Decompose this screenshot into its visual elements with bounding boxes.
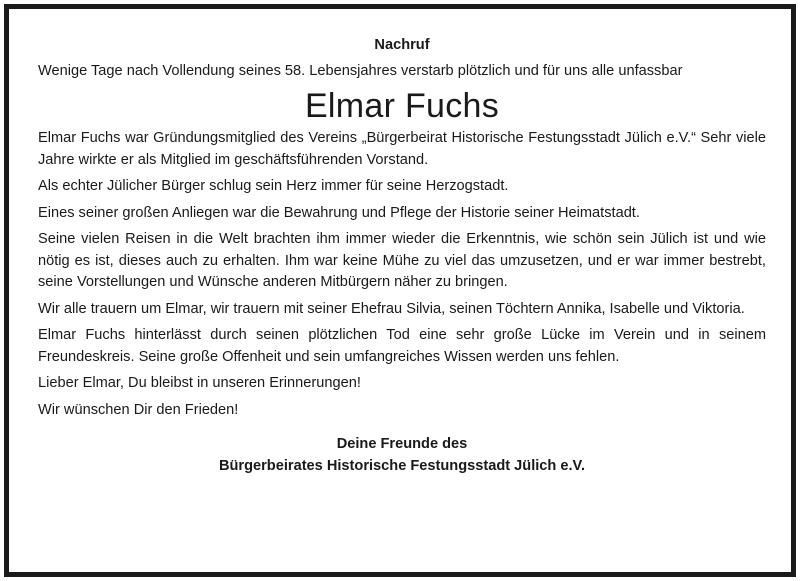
obituary-notice (4, 4, 796, 577)
paragraph-loss: Elmar Fuchs hinterlässt durch seinen plötzlichen Tod eine sehr große Lücke im Verein und in seinem Freundeskreis. Seine große Offenheit und sein umfangreiches Wissen werden uns fehlen. (38, 327, 766, 365)
notice-heading: Nachruf (374, 37, 430, 53)
paragraph-heart: Als echter Jülicher Bürger schlug sein Herz immer für seine Herzogstadt. (38, 178, 509, 194)
signature-line-1: Deine Freunde des (336, 436, 468, 452)
paragraph-history: Eines seiner großen Anliegen war die Bewahrung und Pflege der Historie seiner Heimatstadt. (38, 204, 640, 221)
signature-block (38, 433, 766, 477)
paragraph-founding: Elmar Fuchs war Gründungsmitglied des Vereins „Bürgerbeirat Historische Festungsstadt Jülich e.V.“ Sehr viele Jahre wirkte er als Mitglied im geschäftsführenden Vorstand. (38, 130, 766, 168)
intro-text: Wenige Tage nach Vollendung seines 58. Lebensjahres verstarb plötzlich und für uns alle unfassbar (38, 62, 683, 79)
paragraph-travels: Seine vielen Reisen in die Welt brachten ihm immer wieder die Erkenntnis, wie schön sein Jülich ist und wie nötig es ist, dieses auch zu erhalten. Ihm war keine Mühe zu viel das umzusetzen, und er war immer bestrebt, seine Vorstellungen und Wünsche anderen Mitbürgern näher zu bringen. (38, 231, 766, 290)
paragraph-peace: Wir wünschen Dir den Frieden! (38, 401, 239, 418)
signature-line-2: Bürgerbeirates Historische Festungsstadt Jülich e.V. (218, 458, 586, 474)
deceased-name: Elmar Fuchs (304, 87, 500, 125)
paragraph-memories: Lieber Elmar, Du bleibst in unseren Erinnerungen! (38, 375, 361, 391)
paragraph-mourning: Wir alle trauern um Elmar, wir trauern mit seiner Ehefrau Silvia, seinen Töchtern Annika, Isabelle und Viktoria. (38, 300, 745, 317)
